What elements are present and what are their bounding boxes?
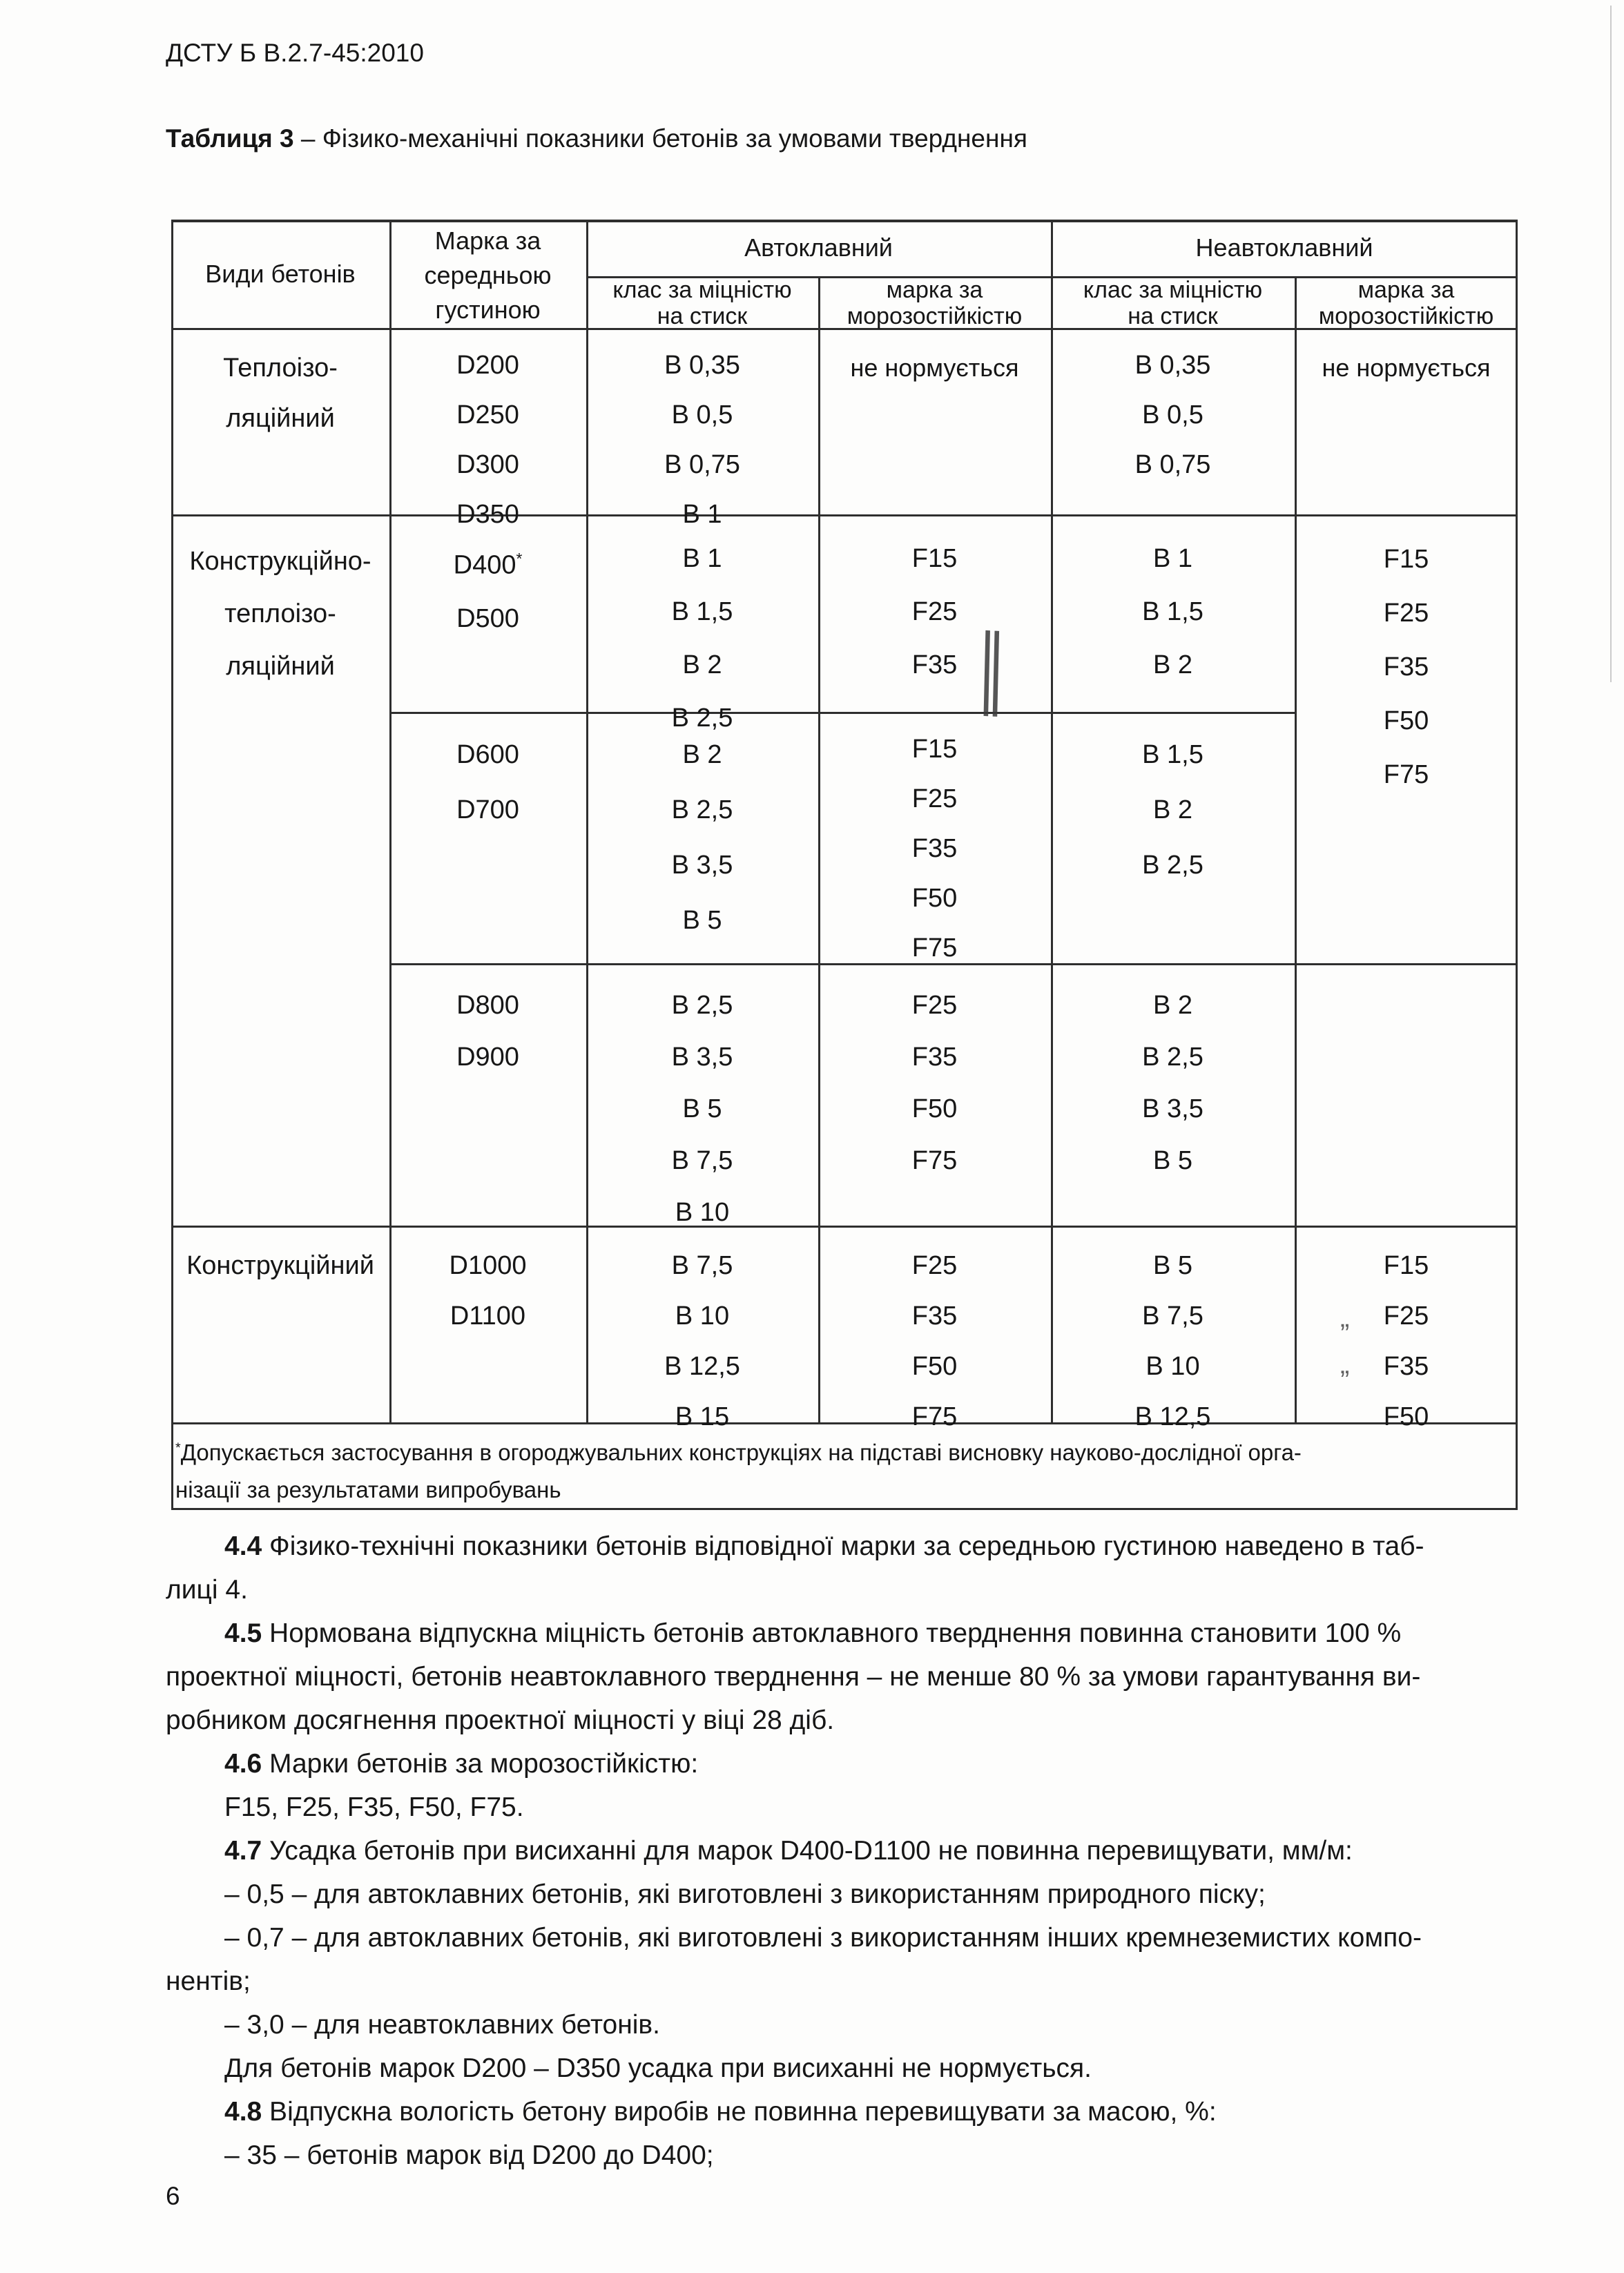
cell-value: F35 — [911, 650, 958, 679]
non-autoclave-class-cell — [1051, 712, 1295, 963]
non-autoclave-class-cell — [1051, 514, 1295, 712]
cell-value: В 7,5 — [671, 1146, 733, 1175]
cell-value: F35 — [911, 1043, 958, 1072]
cell-value: F25 — [911, 784, 958, 813]
cell-value: В 2,5 — [671, 991, 733, 1020]
non-autoclave-frost-cell — [1295, 328, 1518, 514]
cell-value: F15 — [1383, 545, 1429, 574]
cell-value: F25 — [1383, 1302, 1429, 1331]
paragraph-line-4.6: 4.6 Марки бетонів за морозостійкістю: — [224, 1749, 699, 1779]
cell-value: В 2 — [1152, 991, 1193, 1020]
autoclave-class-cell — [586, 328, 818, 529]
cell-value: В 1,5 — [1142, 597, 1204, 626]
cell-value: густиною — [435, 296, 541, 324]
cell-value: D250 — [456, 400, 519, 429]
cell-value: марка за — [886, 277, 983, 303]
cell-value: D500 — [456, 603, 519, 633]
grades-cell — [389, 328, 586, 529]
cell-value: В 5 — [1152, 1146, 1193, 1175]
table-caption-title: Фізико-механічні показники бетонів за умовами тверднення — [322, 124, 1027, 153]
cell-value: D1100 — [450, 1302, 526, 1331]
autoclave-class-cell — [586, 712, 818, 963]
cell-value: В 5 — [682, 906, 722, 935]
cell-value: В 2 — [1152, 650, 1193, 679]
cell-value: В 0,75 — [664, 450, 740, 479]
scan-artifact-quotes — [1340, 1319, 1349, 1380]
cell-value: F35 — [1383, 652, 1429, 681]
cell-value: ляційний — [226, 652, 335, 681]
autoclave-frost-cell — [818, 712, 1051, 963]
header-autoclave-strength — [586, 276, 818, 328]
footnote-marker: * — [175, 1440, 181, 1455]
cell-value: F15 — [1383, 1251, 1429, 1280]
header-density-grade — [389, 220, 586, 328]
cell-value: D200 — [456, 351, 519, 380]
cell-value: D800 — [456, 991, 519, 1020]
cell-value: не нормується — [850, 354, 1019, 382]
cell-value: В 5 — [682, 1094, 722, 1123]
cell-value: F75 — [911, 1146, 958, 1175]
cell-value: F15 — [911, 735, 958, 764]
cell-value: В 15 — [675, 1402, 730, 1431]
cell-value: морозостійкістю — [1318, 303, 1494, 329]
header-label: Види бетонів — [205, 259, 356, 288]
paragraph-line: нентів; — [166, 1966, 251, 1996]
table-caption — [166, 124, 1027, 153]
cell-value: В 1 — [682, 544, 722, 573]
cell-value: морозостійкістю — [847, 303, 1023, 329]
paragraph-line-4.5: 4.5 Нормована відпускна міцність бетонів автоклавного тверднення повинна становити 100 % — [224, 1618, 1402, 1648]
footnote-line: Допускається застосування в огороджувальних конструкціях на підставі висновку науково-дослідної орга- — [180, 1440, 1302, 1465]
cell-value: В 2,5 — [671, 704, 733, 733]
cell-value: В 0,5 — [671, 400, 733, 429]
cell-value: Теплоізо- — [223, 354, 338, 383]
non-autoclave-class-cell — [1051, 1226, 1295, 1431]
paragraph-line-4.4: 4.4 Фізико-технічні показники бетонів відповідної марки за середньою густиною наведено в таб- — [224, 1531, 1424, 1561]
cell-value: В 1,5 — [671, 597, 733, 626]
document-code: ДСТУ Б В.2.7-45:2010 — [166, 39, 424, 67]
cell-value: В 1 — [1152, 544, 1193, 573]
cell-value: В 0,35 — [664, 351, 740, 380]
cell-value: D900 — [456, 1043, 519, 1072]
cell-value: В 7,5 — [1142, 1302, 1204, 1331]
autoclave-class-cell — [586, 963, 818, 1226]
cell-value: F50 — [911, 1352, 958, 1381]
section-label-structural-heat-insulating — [171, 514, 389, 1226]
paragraph-line: – 0,7 – для автоклавних бетонів, які виготовлені з використанням інших кремнеземистих компо- — [224, 1923, 1422, 1953]
cell-value: В 12,5 — [664, 1352, 740, 1381]
cell-value: F15 — [911, 544, 958, 573]
cell-value: В 10 — [675, 1198, 730, 1227]
cell-value: В 1,5 — [1142, 740, 1204, 769]
cell-value: F50 — [911, 1094, 958, 1123]
paragraph-line: – 0,5 – для автоклавних бетонів, які виготовлені з використанням природного піску; — [224, 1879, 1266, 1909]
paragraph-line-4.7: 4.7 Усадка бетонів при висиханні для марок D400-D1100 не повинна перевищувати, мм/м: — [224, 1836, 1353, 1866]
cell-value: В 2,5 — [1142, 851, 1204, 880]
cell-value: клас за міцністю — [1083, 277, 1263, 303]
table-caption-separator: – — [300, 124, 316, 153]
cell-value: F35 — [911, 1302, 958, 1331]
cell-value: В 10 — [675, 1302, 730, 1331]
cell-value: D600 — [456, 740, 519, 769]
autoclave-frost-cell — [818, 514, 1051, 712]
cell-value: середньою — [424, 261, 552, 289]
cell-value: В 2 — [682, 650, 722, 679]
cell-value: Марка за — [434, 226, 541, 255]
cell-value: В 3,5 — [1142, 1094, 1204, 1123]
non-autoclave-frost-cell — [1295, 1226, 1518, 1431]
cell-value: В 0,75 — [1134, 450, 1211, 479]
scan-edge-line — [1610, 6, 1612, 682]
grades-cell — [389, 963, 586, 1226]
scan-artifact-mark: „ — [1340, 1349, 1350, 1380]
header-autoclave-group — [586, 220, 1051, 276]
header-non-autoclave-strength — [1051, 276, 1295, 328]
scan-artifact-mark: ” — [1340, 1319, 1350, 1349]
cell-value: F25 — [911, 597, 958, 626]
section-label-structural — [171, 1226, 389, 1422]
paragraph-line: – 3,0 – для неавтоклавних бетонів. — [224, 2010, 660, 2040]
cell-value: марка за — [1357, 277, 1455, 303]
header-non-autoclave-frost — [1295, 276, 1518, 328]
paragraph-line-4.8: 4.8 Відпускна вологість бетону виробів не повинна перевищувати за масою, %: — [224, 2097, 1217, 2127]
paragraph-line: – 35 – бетонів марок від D200 до D400; — [224, 2140, 714, 2170]
body-paragraphs — [166, 1525, 1478, 2177]
autoclave-class-cell — [586, 1226, 818, 1431]
cell-value: F35 — [911, 834, 958, 863]
cell-value: В 0,5 — [1142, 400, 1204, 429]
header-non-autoclave-group — [1051, 220, 1518, 276]
cell-value: В 2,5 — [1142, 1043, 1204, 1072]
cell-value: В 3,5 — [671, 851, 733, 880]
cell-value: В 10 — [1146, 1352, 1200, 1381]
cell-value: В 2 — [1152, 795, 1193, 824]
cell-value: В 12,5 — [1134, 1402, 1211, 1431]
cell-value: В 2 — [682, 740, 722, 769]
cell-value: В 1 — [682, 500, 722, 529]
cell-value: D1000 — [449, 1251, 527, 1280]
concrete-properties-table — [171, 220, 1518, 1512]
paragraph-line: робником досягнення проектної міцності у віці 28 діб. — [166, 1705, 835, 1735]
cell-value: В 0,35 — [1134, 351, 1211, 380]
autoclave-frost-cell — [818, 963, 1051, 1226]
cell-value: не нормується — [1322, 354, 1491, 382]
cell-value: F75 — [911, 934, 958, 963]
non-autoclave-frost-cell-merged — [1295, 514, 1518, 963]
cell-value: В 7,5 — [671, 1251, 733, 1280]
cell-value: F75 — [911, 1402, 958, 1431]
cell-value: В 5 — [1152, 1251, 1193, 1280]
cell-value: F25 — [911, 991, 958, 1020]
page-number: 6 — [166, 2182, 180, 2210]
paragraph-line: Для бетонів марок D200 – D350 усадка при висиханні не нормується. — [224, 2053, 1092, 2083]
paragraph-line: F15, F25, F35, F50, F75. — [224, 1792, 524, 1822]
cell-value: В 2,5 — [671, 795, 733, 824]
cell-value: Конструкційний — [186, 1251, 374, 1280]
cell-value: D400* — [453, 550, 523, 580]
scan-artifact-strokes: ∥ — [976, 618, 1007, 717]
header-label: Неавтоклавний — [1195, 233, 1373, 262]
cell-value: F50 — [1383, 706, 1429, 735]
header-autoclave-frost — [818, 276, 1051, 328]
cell-value: D300 — [456, 450, 519, 479]
paragraph-line: проектної міцності, бетонів неавтоклавного тверднення – не менше 80 % за умови гарантування ви- — [166, 1662, 1421, 1692]
autoclave-class-cell — [586, 514, 818, 733]
cell-value: F25 — [911, 1251, 958, 1280]
header-label: Автоклавний — [744, 233, 893, 262]
cell-value: F35 — [1383, 1352, 1429, 1381]
cell-value: F75 — [1383, 760, 1429, 789]
cell-value: ляційний — [226, 404, 335, 433]
cell-value: Конструкційно- — [189, 547, 371, 576]
grades-cell — [389, 1226, 586, 1422]
cell-value: теплоізо- — [224, 599, 336, 628]
autoclave-frost-cell — [818, 328, 1051, 514]
non-autoclave-class-cell — [1051, 328, 1295, 514]
cell-value: D350 — [456, 500, 519, 529]
cell-value: F50 — [1383, 1402, 1429, 1431]
non-autoclave-class-cell — [1051, 963, 1295, 1226]
grades-cell — [389, 514, 586, 712]
cell-value: на стиск — [657, 303, 748, 329]
cell-value: клас за міцністю — [612, 277, 792, 303]
paragraph-line: лиці 4. — [166, 1575, 248, 1605]
grades-cell — [389, 712, 586, 963]
autoclave-frost-cell — [818, 1226, 1051, 1431]
cell-value: D700 — [456, 795, 519, 824]
table-caption-label: Таблиця 3 — [166, 124, 294, 153]
section-label-heat-insulating — [171, 328, 389, 514]
table-footnote — [171, 1422, 1518, 1508]
cell-value: на стиск — [1128, 303, 1218, 329]
header-concrete-types — [171, 220, 389, 328]
cell-value: F25 — [1383, 599, 1429, 628]
footnote-line: нізації за результатами випробувань — [175, 1477, 561, 1502]
cell-value: В 3,5 — [671, 1043, 733, 1072]
cell-value: F50 — [911, 884, 958, 913]
